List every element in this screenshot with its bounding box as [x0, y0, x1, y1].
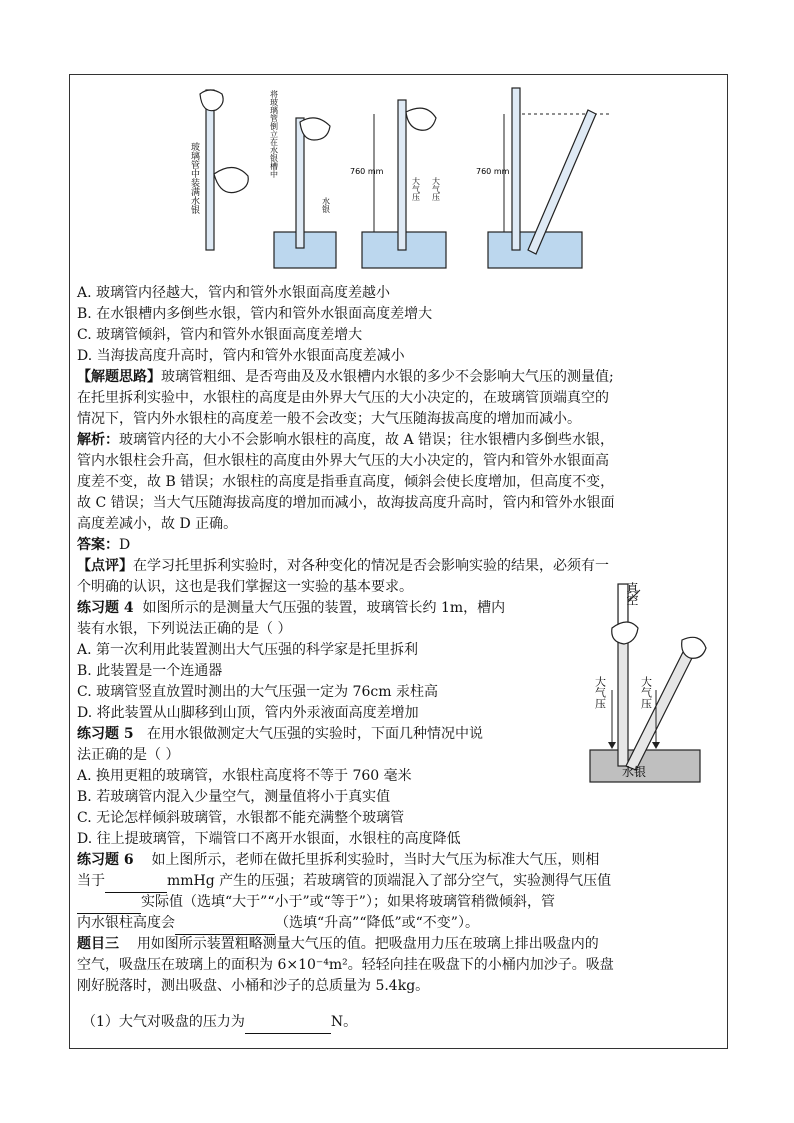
ex6-blank-1[interactable] — [105, 871, 167, 893]
option-b: B. 在水银槽内多倒些水银，管内和管外水银面高度差增大 — [77, 306, 433, 322]
topic3-label: 题目三 — [77, 936, 119, 952]
hand-4 — [406, 108, 436, 130]
topic3-q1-text-b: N。 — [330, 1014, 358, 1030]
idea-line-2: 在托里拆利实验中，水银柱的高度是由外界大气压的大小决定的，在玻璃管顶端真空的 — [77, 390, 609, 406]
idea-line-1 — [77, 367, 614, 388]
label-atm-right: 大气压 — [639, 676, 653, 709]
topic3-line-2: 空气，吸盘压在玻璃上的面积为 6×10⁻⁴m²。轻轻向挂在吸盘下的小桶内加沙子。吸盘 — [77, 957, 614, 973]
fig-label-invert: 将玻璃管倒立在水银槽中 — [269, 90, 279, 178]
ex6-line-1 — [77, 850, 599, 871]
ex6-line-4 — [77, 913, 479, 935]
ex4-stem-2: 装有水银，下列说法正确的是（ ） — [77, 621, 292, 637]
ex6-text-3b: 实际值（选填“大于”“小于”或“等于”）；如果将玻璃管稍微倾斜，管 — [141, 894, 555, 910]
ex6-text-2b: mmHg 产生的压强；若玻璃管的顶端混入了部分空气，实验测得气压值 — [167, 873, 612, 889]
ex5-stem-1 — [77, 724, 483, 745]
comment-label: 【点评】 — [77, 558, 133, 574]
idea-label: 【解题思路】 — [77, 369, 161, 385]
torricelli-figure — [170, 82, 630, 282]
tube-4 — [512, 88, 520, 250]
ex4-stem-1 — [77, 598, 505, 619]
option-d: D. 当海拔高度升高时，管内和管外水银面高度差减小 — [77, 348, 405, 364]
tube-2 — [296, 118, 304, 248]
topic3-line-3: 刚好脱落时，测出吸盘、小桶和沙子的总质量为 5.4kg。 — [77, 978, 430, 994]
ex5-option-d: D. 往上提玻璃管，下端管口不离开水银面，水银柱的高度降低 — [77, 831, 461, 847]
fig-label-atm2: 大气压 — [431, 177, 441, 201]
fig-label-mercury: 水银 — [321, 197, 331, 213]
ex6-blank-2[interactable] — [77, 892, 141, 914]
topic3-q1 — [82, 1012, 357, 1034]
analysis-line-1 — [77, 430, 614, 451]
label-vacuum: 真空 — [625, 582, 639, 606]
option-c: C. 玻璃管倾斜，管内和管外水银面高度差增大 — [77, 327, 363, 343]
ex5-label: 练习题 5 — [77, 726, 134, 742]
hand-right — [682, 637, 706, 658]
analysis-line-3: 度差不变，故 B 错误；水银柱的高度是指垂直高度，倾斜会使长度增加，但高度不变， — [77, 474, 615, 490]
ex6-text-4b: （选填“升高”“降低”或“不变”）。 — [275, 915, 479, 931]
tube-3 — [398, 100, 406, 250]
fig-label-full: 玻璃管中装满水银 — [189, 142, 199, 214]
answer-label: 答案： — [77, 537, 119, 553]
analysis-label: 解析： — [77, 432, 119, 448]
ex5-option-a: A. 换用更粗的玻璃管，水银柱高度将不等于 760 毫米 — [77, 768, 412, 784]
ex6-label: 练习题 6 — [77, 852, 134, 868]
ex6-blank-3[interactable] — [175, 913, 275, 935]
ex6-text-2a: 当于 — [77, 873, 105, 889]
label-atm-left: 大气压 — [593, 676, 607, 709]
comment-text-1: 在学习托里拆利实验时，对各种变化的情况是否会影响实验的结果，必须有一 — [133, 558, 609, 574]
hand-2 — [214, 167, 248, 192]
ex5-option-c: C. 无论怎样倾斜玻璃管，水银都不能充满整个玻璃管 — [77, 810, 405, 826]
label-mercury: 水银 — [622, 765, 647, 779]
idea-text-1: 玻璃管粗细、是否弯曲及及水银槽内水银的多少不会影响大气压的测量值; — [161, 369, 614, 385]
ex6-line-2 — [77, 871, 611, 893]
answer-line — [77, 535, 130, 556]
fig-label-760b: 760 mm — [476, 167, 510, 176]
topic3-blank-1[interactable] — [245, 1012, 331, 1034]
comment-line-2: 个明确的认识，这也是我们掌握这一实验的基本要求。 — [77, 579, 413, 595]
ex4-option-b: B. 此装置是一个连通器 — [77, 663, 223, 679]
analysis-line-5: 高度差减小，故 D 正确。 — [77, 516, 238, 532]
idea-line-3: 情况下，管内外水银柱的高度差一般不会改变；大气压随海拔高度的增加而减小。 — [77, 411, 581, 427]
atm-arrowhead-right — [652, 742, 660, 749]
analysis-line-2: 管内水银柱会升高，但水银柱的高度由外界大气压的大小决定的，管内和管外水银面高 — [77, 453, 609, 469]
ex6-line-3 — [77, 892, 555, 914]
analysis-text-1: 玻璃管内径的大小不会影响水银柱的高度，故 A 错误；往水银槽内多倒些水银， — [119, 432, 615, 448]
ex5-option-b: B. 若玻璃管内混入少量空气，测量值将小于真实值 — [77, 789, 391, 805]
analysis-line-4: 故 C 错误；当大气压随海拔高度的增加而减小，故海拔高度升高时，管内和管外水银面 — [77, 495, 615, 511]
trough-1 — [274, 232, 336, 268]
ex5-stem-text-1: 在用水银做测定大气压强的实验时，下面几种情况中说 — [146, 726, 483, 742]
fig-label-760a: 760 mm — [350, 167, 384, 176]
ex4-stem-text-1: 如图所示的是测量大气压强的装置，玻璃管长约 1m，槽内 — [142, 600, 506, 616]
comment-line-1 — [77, 556, 609, 577]
answer-value: D — [119, 537, 131, 553]
ex5-stem-2: 法正确的是（ ） — [77, 747, 180, 763]
ex4-option-c: C. 玻璃管竖直放置时测出的大气压强一定为 76cm 汞柱高 — [77, 684, 438, 700]
tube-1 — [206, 90, 214, 250]
ex4-option-a: A. 第一次利用此装置测出大气压强的科学家是托里拆利 — [77, 642, 419, 658]
topic3-line-1 — [77, 934, 599, 955]
ex6-text-4a: 内水银柱高度会 — [77, 915, 175, 931]
topic3-q1-text-a: （1）大气对吸盘的压力为 — [82, 1014, 245, 1030]
barometer-figure — [582, 580, 722, 785]
hand-left — [612, 622, 638, 644]
fig-label-atm1: 大气压 — [411, 177, 421, 201]
hand-1 — [200, 90, 223, 111]
ex4-label: 练习题 4 — [77, 600, 134, 616]
atm-arrowhead-left — [608, 742, 616, 749]
ex6-text-1: 如上图所示，老师在做托里拆利实验时，当时大气压为标准大气压，则相 — [151, 852, 600, 868]
topic3-text-1: 用如图所示装置粗略测量大气压的值。把吸盘用力压在玻璃上排出吸盘内的 — [136, 936, 599, 952]
option-a: A. 玻璃管内径越大，管内和管外水银面高度差越小 — [77, 285, 391, 301]
ex4-option-d: D. 将此装置从山脚移到山顶，管内外汞液面高度差增加 — [77, 705, 419, 721]
